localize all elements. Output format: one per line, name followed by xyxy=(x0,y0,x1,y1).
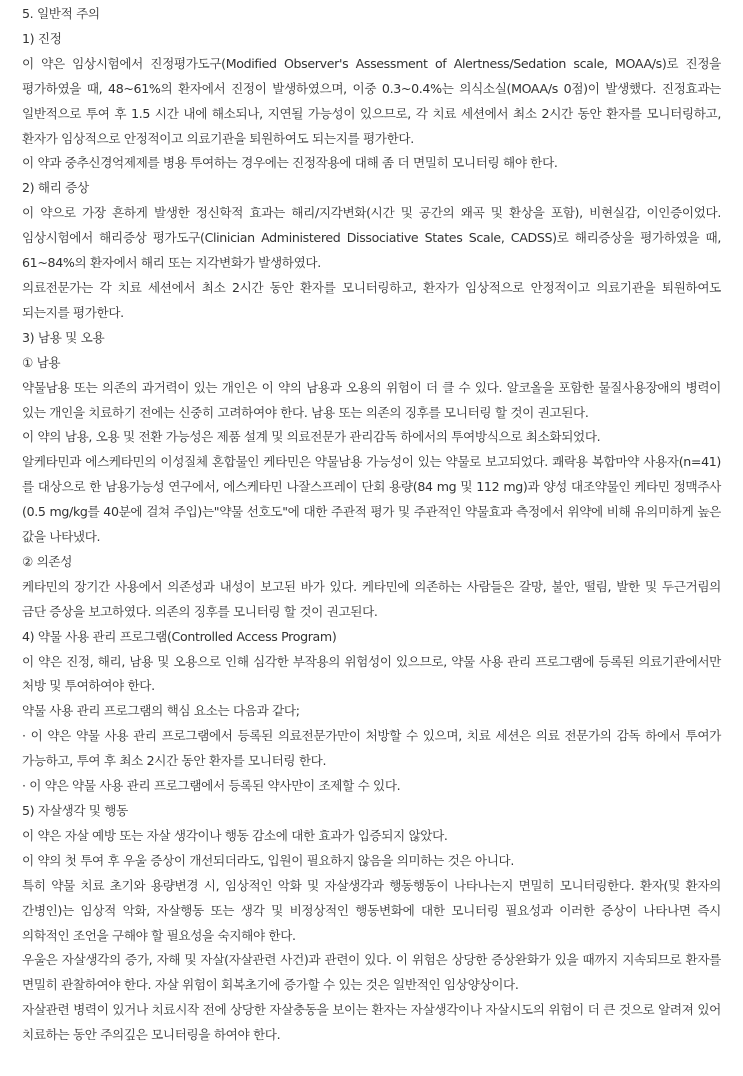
document-paragraph: 약물 사용 관리 프로그램의 핵심 요소는 다음과 같다; xyxy=(22,703,300,719)
document-paragraph: 특히 약물 치료 초기와 용량변경 시, 임상적인 악화 및 자살생각과 행동행동이 나타나는지 면밀히 모니터링한다. 환자(및 환자의 간병인)는 임상적 악화, 자살행동 또는 생각 및 비정상적인 행동변화에 대한 모니터링 필요성과 이러한 증상이 나타나면 즉시 의학적인 조언을 구해야 할 필요성을 숙지해야 한다. xyxy=(22,877,721,943)
document-paragraph: · 이 약은 약물 사용 관리 프로그램에서 등록된 의료전문가만이 처방할 수 있으며, 치료 세션은 의료 전문가의 감독 하에서 투여가 가능하고, 투여 후 최소 2시간 동안 환자를 모니터링 한다. xyxy=(22,728,721,769)
document-paragraph: 이 약의 남용, 오용 및 전환 가능성은 제품 설계 및 의료전문가 관리감독 하에서의 투여방식으로 최소화되었다. xyxy=(22,429,601,445)
document-paragraph: ② 의존성 xyxy=(22,553,73,569)
document-paragraph: 이 약과 중추신경억제제를 병용 투여하는 경우에는 진정작용에 대해 좀 더 면밀히 모니터링 해야 한다. xyxy=(22,155,558,171)
document-paragraph: 자살관련 병력이 있거나 치료시작 전에 상당한 자살충동을 보이는 환자는 자살생각이나 자살시도의 위험이 더 큰 것으로 알려져 있어 치료하는 동안 주의깊은 모니터링을 하여야 한다. xyxy=(22,1002,721,1043)
document-paragraph: 케타민의 장기간 사용에서 의존성과 내성이 보고된 바가 있다. 케타민에 의존하는 사람들은 갈망, 불안, 떨림, 발한 및 두근거림의 금단 증상을 보고하였다. 의존의 징후를 모니터링 할 것이 권고된다. xyxy=(22,578,721,619)
document-paragraph: 의료전문가는 각 치료 세션에서 최소 2시간 동안 환자를 모니터링하고, 환자가 임상적으로 안정적이고 의료기관을 퇴원하여도 되는지를 평가한다. xyxy=(22,279,721,320)
document-paragraph: 1) 진정 xyxy=(22,30,62,46)
document-paragraph: 이 약의 첫 투여 후 우울 증상이 개선되더라도, 입원이 필요하지 않음을 의미하는 것은 아니다. xyxy=(22,852,514,868)
document-paragraph: 4) 약물 사용 관리 프로그램(Controlled Access Program) xyxy=(22,628,337,644)
document-paragraph: 이 약으로 가장 흔하게 발생한 정신학적 효과는 해리/지각변화(시간 및 공간의 왜곡 및 환상을 포함), 비현실감, 이인증이었다. 임상시험에서 해리증상 평가도구(Clinician Administered Dissociative States Scale, CADSS)로 해리증상을 평가하였을 때, 61~84%의 환자에서 해리 또는 지각변화가 발생하였다. xyxy=(22,205,721,271)
document-paragraph: 이 약은 진정, 해리, 남용 및 오용으로 인해 심각한 부작용의 위험성이 있으므로, 약물 사용 관리 프로그램에 등록된 의료기관에서만 처방 및 투여하여야 한다. xyxy=(22,653,721,694)
document-paragraph: 3) 남용 및 오용 xyxy=(22,329,105,345)
document-paragraph: 알케타민과 에스케타민의 이성질체 혼합물인 케타민은 약물남용 가능성이 있는 약물로 보고되었다. 쾌락용 복합마약 사용자(n=41)를 대상으로 한 남용가능성 연구에서, 에스케타민 나잘스프레이 단회 용량(84 mg 및 112 mg)과 양성 대조약물인 케타민 정맥주사(0.5 mg/kg를 40분에 걸쳐 주입)는"약물 선호도"에 대한 주관적 평가 및 주관적인 약물효과 측정에서 위약에 비해 유의미하게 높은 값을 나타냈다. xyxy=(22,454,721,545)
document-paragraph: ① 남용 xyxy=(22,354,61,370)
document-paragraph: 5. 일반적 주의 xyxy=(22,6,100,21)
document-paragraph: 이 약은 자살 예방 또는 자살 생각이나 행동 감소에 대한 효과가 입증되지 않았다. xyxy=(22,827,448,843)
document-paragraph: 약물남용 또는 의존의 과거력이 있는 개인은 이 약의 남용과 오용의 위험이 더 클 수 있다. 알코올을 포함한 물질사용장애의 병력이 있는 개인을 치료하기 전에는 신중히 고려하여야 한다. 남용 또는 의존의 징후를 모니터링 할 것이 권고된다. xyxy=(22,379,721,420)
document-paragraph: 2) 해리 증상 xyxy=(22,180,89,196)
document-paragraph: 이 약은 임상시험에서 진정평가도구(Modified Observer's Assessment of Alertness/Sedation scale, MOAA/s)로 진정을 평가하였을 때, 48~61%의 환자에서 진정이 발생하였으며, 이중 0.3~0.4%는 의식소실(MOAA/s 0점)이 발생했다. 진정효과는 일반적으로 투여 후 1.5 시간 내에 해소되나, 지연될 가능성이 있으므로, 각 치료 세션에서 최소 2시간 동안 환자를 모니터링하고, 환자가 임상적으로 안정적이고 의료기관을 퇴원하여도 되는지를 평가한다. xyxy=(22,55,721,146)
document-paragraph: 5) 자살생각 및 행동 xyxy=(22,803,128,818)
document-paragraph: 우울은 자살생각의 증가, 자해 및 자살(자살관련 사건)과 관련이 있다. 이 위험은 상당한 증상완화가 있을 때까지 지속되므로 환자를 면밀히 관찰하여야 한다. 자살 위험이 회복초기에 증가할 수 있는 것은 일반적인 임상양상이다. xyxy=(22,952,721,993)
document-paragraph: · 이 약은 약물 사용 관리 프로그램에서 등록된 약사만이 조제할 수 있다. xyxy=(22,778,401,794)
